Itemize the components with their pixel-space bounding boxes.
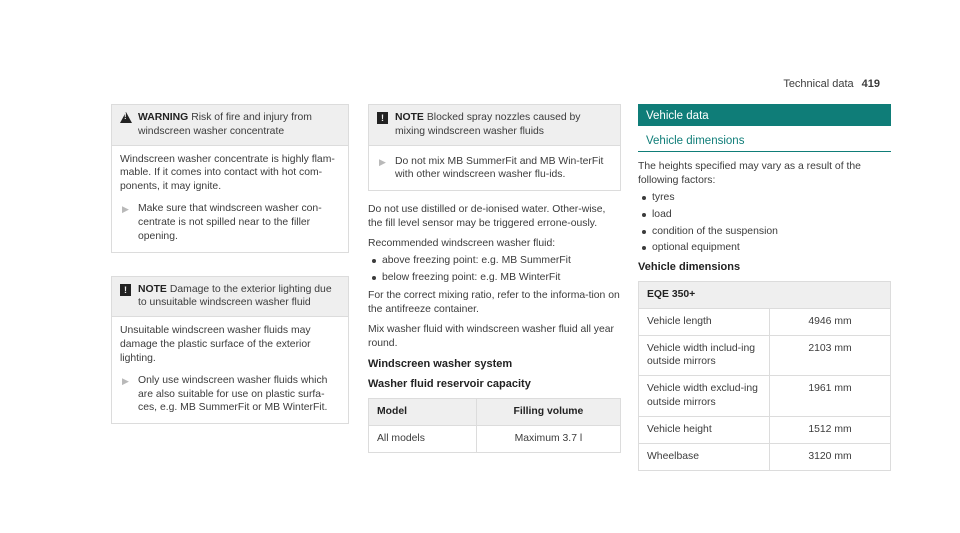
note-box-nozzles — [368, 104, 621, 191]
table-cell: Wheelbase — [639, 443, 770, 470]
table-header-row — [639, 281, 891, 308]
step-arrow-icon: ▶ — [379, 156, 386, 167]
table-cell: 3120 mm — [770, 443, 891, 470]
capacity-table — [368, 398, 621, 453]
table-row — [369, 425, 621, 452]
list-item: above freezing point: e.g. MB SummerFit — [368, 254, 621, 268]
note-body: Unsuitable windscreen washer fluids may damage the plastic surface of the exterior lighting. — [120, 325, 311, 364]
dimensions-text — [638, 152, 891, 275]
paragraph: Mix washer fluid with windscreen washer fluid all year round. — [368, 324, 615, 349]
list-item: condition of the suspension — [638, 225, 891, 239]
washer-fluid-text — [368, 203, 621, 392]
section-heading: Washer fluid reservoir capacity — [368, 378, 531, 391]
warning-title: Risk of fire and injury from windscreen washer concentrate — [138, 112, 312, 137]
paragraph: For the correct mixing ratio, refer to the informa-tion on the antifreeze container. — [368, 290, 620, 316]
subsection-title: Vehicle dimensions — [638, 131, 891, 152]
table-cell: Vehicle length — [639, 308, 770, 335]
list-item: load — [638, 208, 891, 222]
table-cell: 1512 mm — [770, 416, 891, 443]
list-item: below freezing point: e.g. MB WinterFit — [368, 271, 621, 285]
note-step — [377, 155, 612, 183]
table-row — [639, 335, 891, 376]
table-row — [639, 308, 891, 335]
table-cell: All models — [369, 425, 477, 452]
table-cell: 1961 mm — [770, 376, 891, 417]
note-icon: ! — [377, 112, 388, 124]
note-icon: ! — [120, 284, 131, 296]
column-left — [111, 104, 349, 424]
note-step-text: Only use windscreen washer fluids which are also suitable for use on plastic surfa-ces, e.g. MB SummerFit or MB WinterFit. — [138, 374, 328, 414]
note-step-text: Do not mix MB SummerFit and MB Win-terFit with other windscreen washer flu-ids. — [395, 155, 604, 181]
column-right — [638, 104, 891, 471]
warning-box — [111, 104, 349, 253]
section-bar: Vehicle data — [638, 104, 891, 126]
table-row — [639, 416, 891, 443]
warning-label: WARNING — [138, 112, 189, 123]
section-heading: Windscreen washer system — [368, 357, 513, 370]
warning-step — [120, 202, 340, 243]
dimensions-table — [638, 281, 891, 471]
factor-list — [638, 191, 891, 255]
note-step — [120, 374, 340, 415]
note-label: NOTE — [395, 112, 424, 123]
list-item: tyres — [638, 191, 891, 205]
list-item: optional equipment — [638, 241, 891, 255]
note-box-header — [112, 277, 348, 318]
page-header — [783, 77, 880, 92]
warning-step-text: Make sure that windscreen washer con-centrate is not spilled near to the filler opening. — [138, 203, 322, 242]
table-header: Model — [369, 399, 477, 426]
table-cell: Vehicle width includ-ing outside mirrors — [639, 335, 770, 376]
column-middle — [368, 104, 621, 453]
fluid-list — [368, 254, 621, 285]
warning-box-header — [112, 105, 348, 146]
note-box-lighting — [111, 276, 349, 425]
note-title: Blocked spray nozzles caused by mixing windscreen washer fluids — [395, 112, 581, 137]
step-arrow-icon: ▶ — [122, 375, 129, 386]
table-cell: Maximum 3.7 l — [476, 425, 620, 452]
section-heading: Vehicle dimensions — [638, 261, 741, 274]
warning-triangle-icon — [120, 112, 132, 123]
table-header: EQE 350+ — [639, 281, 891, 308]
table-cell: 2103 mm — [770, 335, 891, 376]
table-cell: 4946 mm — [770, 308, 891, 335]
note-label: NOTE — [138, 283, 167, 295]
paragraph: Do not use distilled or de-ionised water. Other-wise, the fill level sensor may be triggered errone-ously. — [368, 204, 606, 230]
page-number: 419 — [861, 78, 880, 90]
table-header: Filling volume — [476, 399, 620, 426]
step-arrow-icon: ▶ — [122, 204, 129, 215]
table-cell: Vehicle width exclud-ing outside mirrors — [639, 376, 770, 417]
section-title: Technical data — [783, 78, 854, 90]
paragraph: Recommended windscreen washer fluid: — [368, 237, 556, 249]
table-cell: Vehicle height — [639, 416, 770, 443]
table-row — [639, 443, 891, 470]
note-box-header — [369, 105, 620, 146]
note-title: Damage to the exterior lighting due to unsuitable windscreen washer fluid — [138, 283, 332, 309]
warning-body: Windscreen washer concentrate is highly flam-mable. If it comes into contact with hot com-ponents, it may ignite. — [120, 153, 335, 193]
paragraph: The heights specified may vary as a result of the following factors: — [638, 161, 861, 187]
table-row — [639, 376, 891, 417]
table-header-row — [369, 399, 621, 426]
